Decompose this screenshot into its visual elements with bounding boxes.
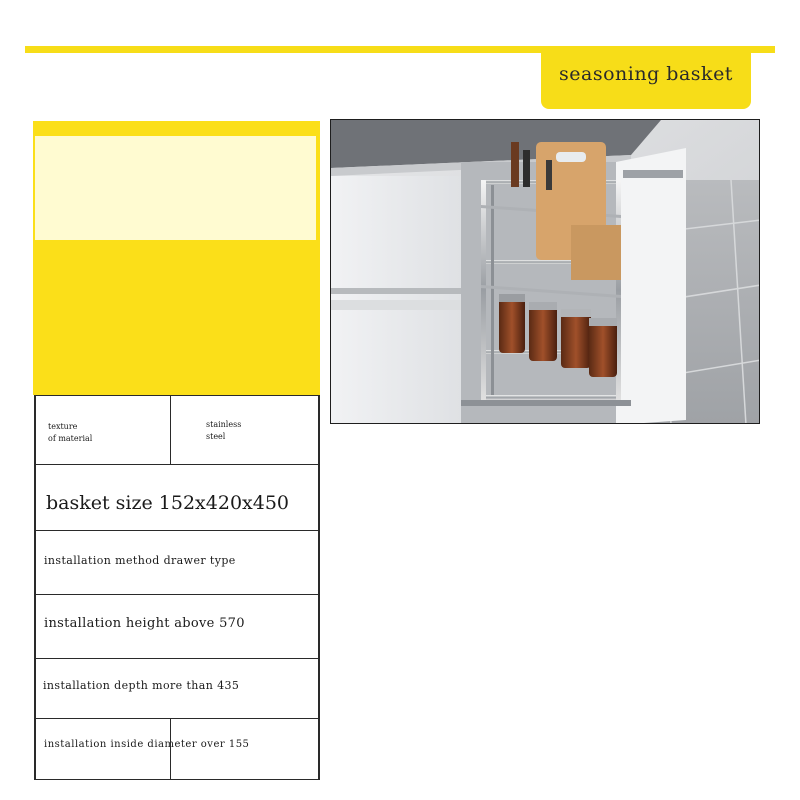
installation-diameter-text: installation inside diameter over 155	[44, 739, 250, 750]
column-divider	[170, 718, 171, 780]
column-divider	[170, 395, 171, 464]
product-photo-illustration	[331, 120, 760, 424]
material-label: texture of material	[48, 422, 93, 443]
row-divider	[36, 658, 318, 659]
row-divider	[36, 395, 318, 396]
spec-row-method	[36, 530, 318, 594]
basket-size-text: basket size 152x420x450	[46, 492, 290, 514]
spec-row-depth	[36, 658, 318, 718]
spec-table	[34, 395, 320, 780]
spec-row-size	[36, 464, 318, 530]
page-title-tab	[541, 51, 751, 109]
row-divider	[36, 530, 318, 531]
product-photo	[330, 119, 760, 424]
material-value: stainless steel	[206, 420, 242, 441]
installation-depth-text: installation depth more than 435	[43, 679, 240, 692]
page-title: seasoning basket	[559, 63, 733, 85]
cream-panel	[35, 136, 316, 240]
spec-row-height	[36, 594, 318, 658]
row-divider	[36, 718, 318, 719]
installation-method-text: installation method drawer type	[44, 554, 236, 567]
row-divider	[36, 594, 318, 595]
spec-row-material	[36, 395, 318, 464]
row-divider	[36, 779, 318, 780]
spec-row-diameter	[36, 718, 318, 780]
installation-height-text: installation height above 570	[44, 616, 245, 631]
row-divider	[36, 464, 318, 465]
